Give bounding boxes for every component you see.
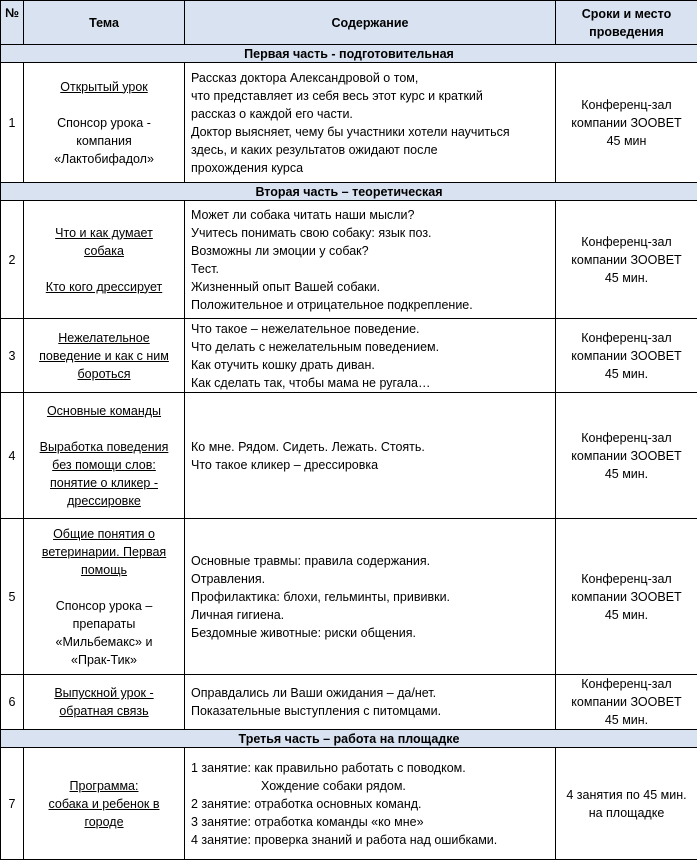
row-theme [24, 63, 185, 183]
place-time-line: на площадке [560, 804, 693, 822]
place-time-line: Конференц-зал [560, 570, 693, 588]
theme-link-line: Выработка поведения [30, 438, 178, 456]
place-time-line: 45 мин. [560, 365, 693, 383]
theme-link-line: бороться [30, 365, 178, 383]
content-line: Что такое – нежелательное поведение. [191, 320, 549, 338]
section-title-3: Третья часть – работа на площадке [1, 730, 697, 748]
content-line: 4 занятие: проверка знаний и работа над ошибками. [191, 831, 549, 849]
row-number: 5 [1, 519, 24, 675]
content-line: рассказ о каждой его части. [191, 105, 549, 123]
content-line: Жизненный опыт Вашей собаки. [191, 278, 549, 296]
table-row [1, 393, 697, 519]
theme-link-line: без помощи слов: [30, 456, 178, 474]
table-row [1, 748, 697, 860]
content-line: Профилактика: блохи, гельминты, прививки. [191, 588, 549, 606]
theme-link-line: собака [30, 242, 178, 260]
place-time-line: Конференц-зал [560, 233, 693, 251]
place-time-line: компании ЗООВЕТ [560, 588, 693, 606]
row-number: 3 [1, 319, 24, 393]
header-num: № [1, 1, 24, 45]
section-title-2: Вторая часть – теоретическая [1, 183, 697, 201]
theme-link-line: помощь [30, 561, 178, 579]
content-line: Учитесь понимать свою собаку: язык поз. [191, 224, 549, 242]
theme-spacer [30, 579, 178, 597]
row-place-time [556, 393, 697, 519]
theme-link-line: Программа: [30, 777, 178, 795]
place-time-line: компании ЗООВЕТ [560, 447, 693, 465]
row-number: 4 [1, 393, 24, 519]
row-theme [24, 519, 185, 675]
row-place-time [556, 519, 697, 675]
theme-link-line: Выпускной урок - [30, 684, 178, 702]
content-line: Как сделать так, чтобы мама не ругала… [191, 374, 549, 392]
theme-link-line: Основные команды [30, 402, 178, 420]
header-content: Содержание [185, 1, 556, 45]
content-line: Рассказ доктора Александровой о том, [191, 69, 549, 87]
content-line: что представляет из себя весь этот курс и краткий [191, 87, 549, 105]
row-number: 2 [1, 201, 24, 319]
content-line: 2 занятие: отработка основных команд. [191, 795, 549, 813]
table-row [1, 63, 697, 183]
content-line: Как отучить кошку драть диван. [191, 356, 549, 374]
content-line: Личная гигиена. [191, 606, 549, 624]
content-line: прохождения курса [191, 159, 549, 177]
row-content [185, 748, 556, 860]
content-line: Возможны ли эмоции у собак? [191, 242, 549, 260]
content-line: Положительное и отрицательное подкрепление. [191, 296, 549, 314]
row-theme [24, 201, 185, 319]
place-time-line: 4 занятия по 45 мин. [560, 786, 693, 804]
row-theme [24, 675, 185, 730]
row-place-time [556, 675, 697, 730]
content-line: Показательные выступления с питомцами. [191, 702, 549, 720]
theme-sponsor-line: «Мильбемакс» и [30, 633, 178, 651]
row-place-time [556, 201, 697, 319]
place-time-line: компании ЗООВЕТ [560, 347, 693, 365]
content-line: здесь, и каких результатов ожидают после [191, 141, 549, 159]
content-line: Ко мне. Рядом. Сидеть. Лежать. Стоять. [191, 438, 549, 456]
row-content [185, 319, 556, 393]
header-row [1, 1, 697, 45]
table-row [1, 319, 697, 393]
theme-link-line: Открытый урок [30, 78, 178, 96]
row-content [185, 201, 556, 319]
header-where [556, 1, 697, 45]
place-time-line: Конференц-зал [560, 429, 693, 447]
table-row [1, 675, 697, 730]
section-row-2 [1, 183, 697, 201]
theme-link-line: ветеринарии. Первая [30, 543, 178, 561]
row-theme [24, 393, 185, 519]
theme-link-line: городе [30, 813, 178, 831]
header-theme: Тема [24, 1, 185, 45]
content-line: Отравления. [191, 570, 549, 588]
row-content [185, 393, 556, 519]
content-line: Доктор выясняет, чему бы участники хотели научиться [191, 123, 549, 141]
row-theme [24, 748, 185, 860]
place-time-line: Конференц-зал [560, 675, 693, 693]
theme-sponsor-line: препараты [30, 615, 178, 633]
row-content [185, 675, 556, 730]
place-time-line: Конференц-зал [560, 96, 693, 114]
header-where-line1: Сроки и место [556, 5, 697, 23]
theme-sponsor-line: Спонсор урока – [30, 597, 178, 615]
row-number: 1 [1, 63, 24, 183]
theme-spacer [30, 420, 178, 438]
row-number: 7 [1, 748, 24, 860]
theme-link-line: Что и как думает [30, 224, 178, 242]
theme-spacer [30, 260, 178, 278]
content-line: 3 занятие: отработка команды «ко мне» [191, 813, 549, 831]
theme-link-line: дрессировке [30, 492, 178, 510]
theme-link-line: понятие о кликер - [30, 474, 178, 492]
content-line: Бездомные животные: риски общения. [191, 624, 549, 642]
content-line: 1 занятие: как правильно работать с поводком. [191, 759, 549, 777]
place-time-line: компании ЗООВЕТ [560, 693, 693, 711]
content-line: Что делать с нежелательным поведением. [191, 338, 549, 356]
content-line: Оправдались ли Ваши ожидания – да/нет. [191, 684, 549, 702]
theme-sponsor-line: «Лактобифадол» [30, 150, 178, 168]
content-line: Тест. [191, 260, 549, 278]
content-line: Хождение собаки рядом. [191, 777, 549, 795]
theme-sponsor-line: «Прак-Тик» [30, 651, 178, 669]
theme-link-line: поведение и как с ним [30, 347, 178, 365]
theme-link-line: обратная связь [30, 702, 178, 720]
row-place-time [556, 63, 697, 183]
row-place-time [556, 748, 697, 860]
theme-link-line: Кто кого дрессирует [30, 278, 178, 296]
place-time-line: 45 мин [560, 132, 693, 150]
theme-sponsor-line: Спонсор урока - [30, 114, 178, 132]
place-time-line: компании ЗООВЕТ [560, 114, 693, 132]
theme-sponsor-line: компания [30, 132, 178, 150]
header-where-line2: проведения [556, 23, 697, 41]
theme-spacer [30, 96, 178, 114]
row-place-time [556, 319, 697, 393]
place-time-line: 45 мин. [560, 606, 693, 624]
content-line: Что такое кликер – дрессировка [191, 456, 549, 474]
theme-link-line: Нежелательное [30, 329, 178, 347]
theme-link-line: собака и ребенок в [30, 795, 178, 813]
section-row-1 [1, 45, 697, 63]
content-line: Основные травмы: правила содержания. [191, 552, 549, 570]
row-number: 6 [1, 675, 24, 730]
place-time-line: Конференц-зал [560, 329, 693, 347]
section-title-1: Первая часть - подготовительная [1, 45, 697, 63]
section-row-3 [1, 730, 697, 748]
place-time-line: 45 мин. [560, 269, 693, 287]
content-line: Может ли собака читать наши мысли? [191, 206, 549, 224]
row-content [185, 519, 556, 675]
place-time-line: 45 мин. [560, 711, 693, 729]
table-row [1, 519, 697, 675]
place-time-line: 45 мин. [560, 465, 693, 483]
row-theme [24, 319, 185, 393]
row-content [185, 63, 556, 183]
theme-link-line: Общие понятия о [30, 525, 178, 543]
place-time-line: компании ЗООВЕТ [560, 251, 693, 269]
table-row [1, 201, 697, 319]
